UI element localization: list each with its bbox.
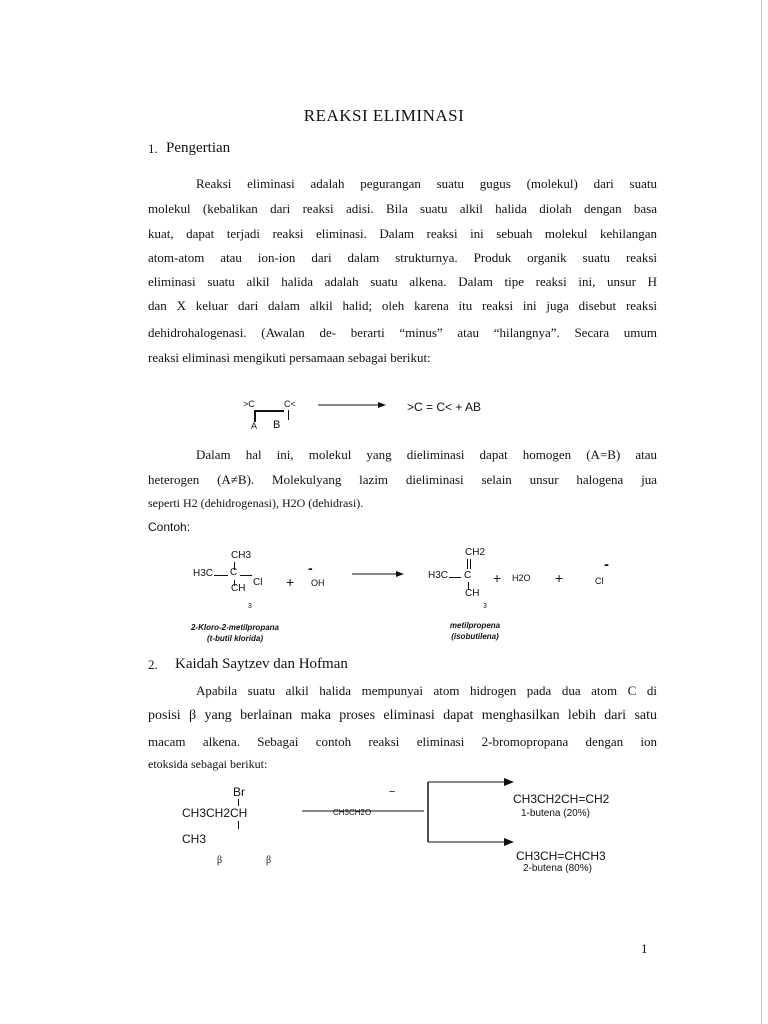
chem-label: CH2 (465, 547, 486, 558)
bond-line (238, 821, 239, 829)
section2-heading: Kaidah Saytzev dan Hofman (175, 656, 348, 672)
section2-number: 2. (148, 657, 158, 672)
bond-line (240, 575, 252, 576)
paragraph-line (196, 447, 657, 463)
arrow-head (504, 838, 514, 846)
paragraph-text: macam alkena. Sebagai contoh reaksi eliminasi 2-bromopropana dengan ion (148, 734, 657, 749)
chem-label: Cl (253, 577, 263, 588)
chem-label: H3C (193, 568, 214, 579)
caption-product: metilpropena (449, 621, 501, 630)
arrow-head (378, 402, 386, 408)
product-formula: CH3CH=CHCH3 (516, 849, 606, 863)
section1-number: 1. (148, 141, 158, 156)
minus-sign: - (604, 556, 609, 573)
plus-sign: + (493, 570, 502, 586)
chem-label: CH (465, 588, 480, 599)
paragraph-text: dan X keluar dari dalam alkil halid; oleh karena itu reaksi ini juga disebut reaksi (148, 298, 657, 313)
chem-label: Cl (595, 576, 604, 586)
beta-label: β (217, 855, 223, 866)
bond-line (214, 575, 228, 576)
paragraph-line: etoksida sebagai berikut: (148, 757, 268, 771)
chem-label: OH (311, 578, 325, 588)
chem-label: H2O (512, 573, 531, 583)
paragraph-line (148, 472, 657, 488)
paragraph-text: dehidrohalogenasi. (Awalan de- berarti “minus” atau “hilangnya”. Secara umum (148, 325, 657, 340)
paragraph-text: Dalam hal ini, molekul yang dieliminasi dapat homogen (A=B) atau (196, 447, 657, 462)
chem-label: C (464, 570, 472, 581)
chem-label: CH3 (231, 550, 252, 561)
paragraph-text: eliminasi suatu alkil halida adalah suatu alkena. Dalam tipe reaksi ini, unsur H (148, 274, 657, 289)
paragraph-text: posisi β yang berlainan maka proses eliminasi dapat menghasilkan lebih dari satu (148, 708, 657, 723)
caption-reactant-alt: (t-butil klorida) (207, 634, 263, 643)
subscript-three: 3 (483, 603, 487, 610)
minus-sign: − (389, 786, 396, 798)
paragraph-text: Reaksi eliminasi adalah pegurangan suatu gugus (molekul) dari suatu (196, 176, 657, 191)
subscript-three: 3 (248, 603, 252, 610)
reagent-label: CH3CH2O (333, 808, 372, 817)
equation-left-b: C< (284, 399, 296, 409)
paragraph-text: atom-atom atau ion-ion dari dalam strukturnya. Produk organik suatu reaksi (148, 250, 657, 265)
plus-sign: + (555, 570, 564, 586)
page-title: REAKSI ELIMINASI (303, 106, 465, 125)
arrow-head (396, 571, 404, 577)
equation-right: >C = C< + AB (407, 400, 482, 414)
chem-label: H3C (428, 570, 449, 581)
paragraph-line (148, 708, 657, 724)
caption-reactant: 2-Kloro-2-metilpropana (190, 623, 279, 632)
beta-label: β (266, 855, 272, 866)
chem-label: Br (233, 785, 245, 799)
bond-line (470, 559, 471, 569)
minus-sign: - (308, 560, 313, 576)
chem-label: CH (231, 583, 246, 594)
paragraph-text: heterogen (A≠B). Molekulyang lazim dieliminasi selain unsur halogena jua (148, 472, 657, 487)
paragraph-text: kuat, dapat terjadi reaksi eliminasi. Dalam reaksi ini sebuah molekul kehilangan (148, 226, 657, 241)
arrow-head (504, 778, 514, 786)
paragraph-text: Apabila suatu alkil halida mempunyai atom hidrogen pada dua atom C di (196, 683, 657, 698)
chem-label: C (230, 567, 238, 578)
equation-sub-a: A (251, 421, 258, 431)
paragraph-line: seperti H2 (dehidrogenasi), H2O (dehidrasi). (148, 496, 364, 510)
product-formula: CH3CH2CH=CH2 (513, 792, 610, 806)
paragraph-line (196, 683, 657, 699)
chem-label: CH3 (182, 832, 207, 846)
plus-sign: + (286, 574, 295, 590)
page-number: 1 (641, 941, 648, 956)
chem-label: CH3CH2CH (182, 806, 248, 820)
paragraph-text: molekul (kebalikan dari reaksi adisi. Bila suatu alkil halida diolah dengan basa (148, 201, 657, 216)
bond-line (449, 577, 461, 578)
equation-sub-b: B (273, 419, 281, 431)
product-label: 2-butena (80%) (523, 863, 592, 874)
section1-heading: Pengertian (166, 140, 231, 156)
product-label: 1-butena (20%) (521, 808, 590, 819)
paragraph-line: reaksi eliminasi mengikuti persamaan sebagai berikut: (148, 350, 431, 365)
paragraph-line (148, 734, 657, 750)
equation-left-a: >C (243, 399, 255, 409)
caption-product-alt: (isobutilena) (451, 632, 499, 641)
example-label: Contoh: (148, 520, 191, 534)
bond-line (238, 799, 239, 806)
bond-line (467, 559, 468, 569)
